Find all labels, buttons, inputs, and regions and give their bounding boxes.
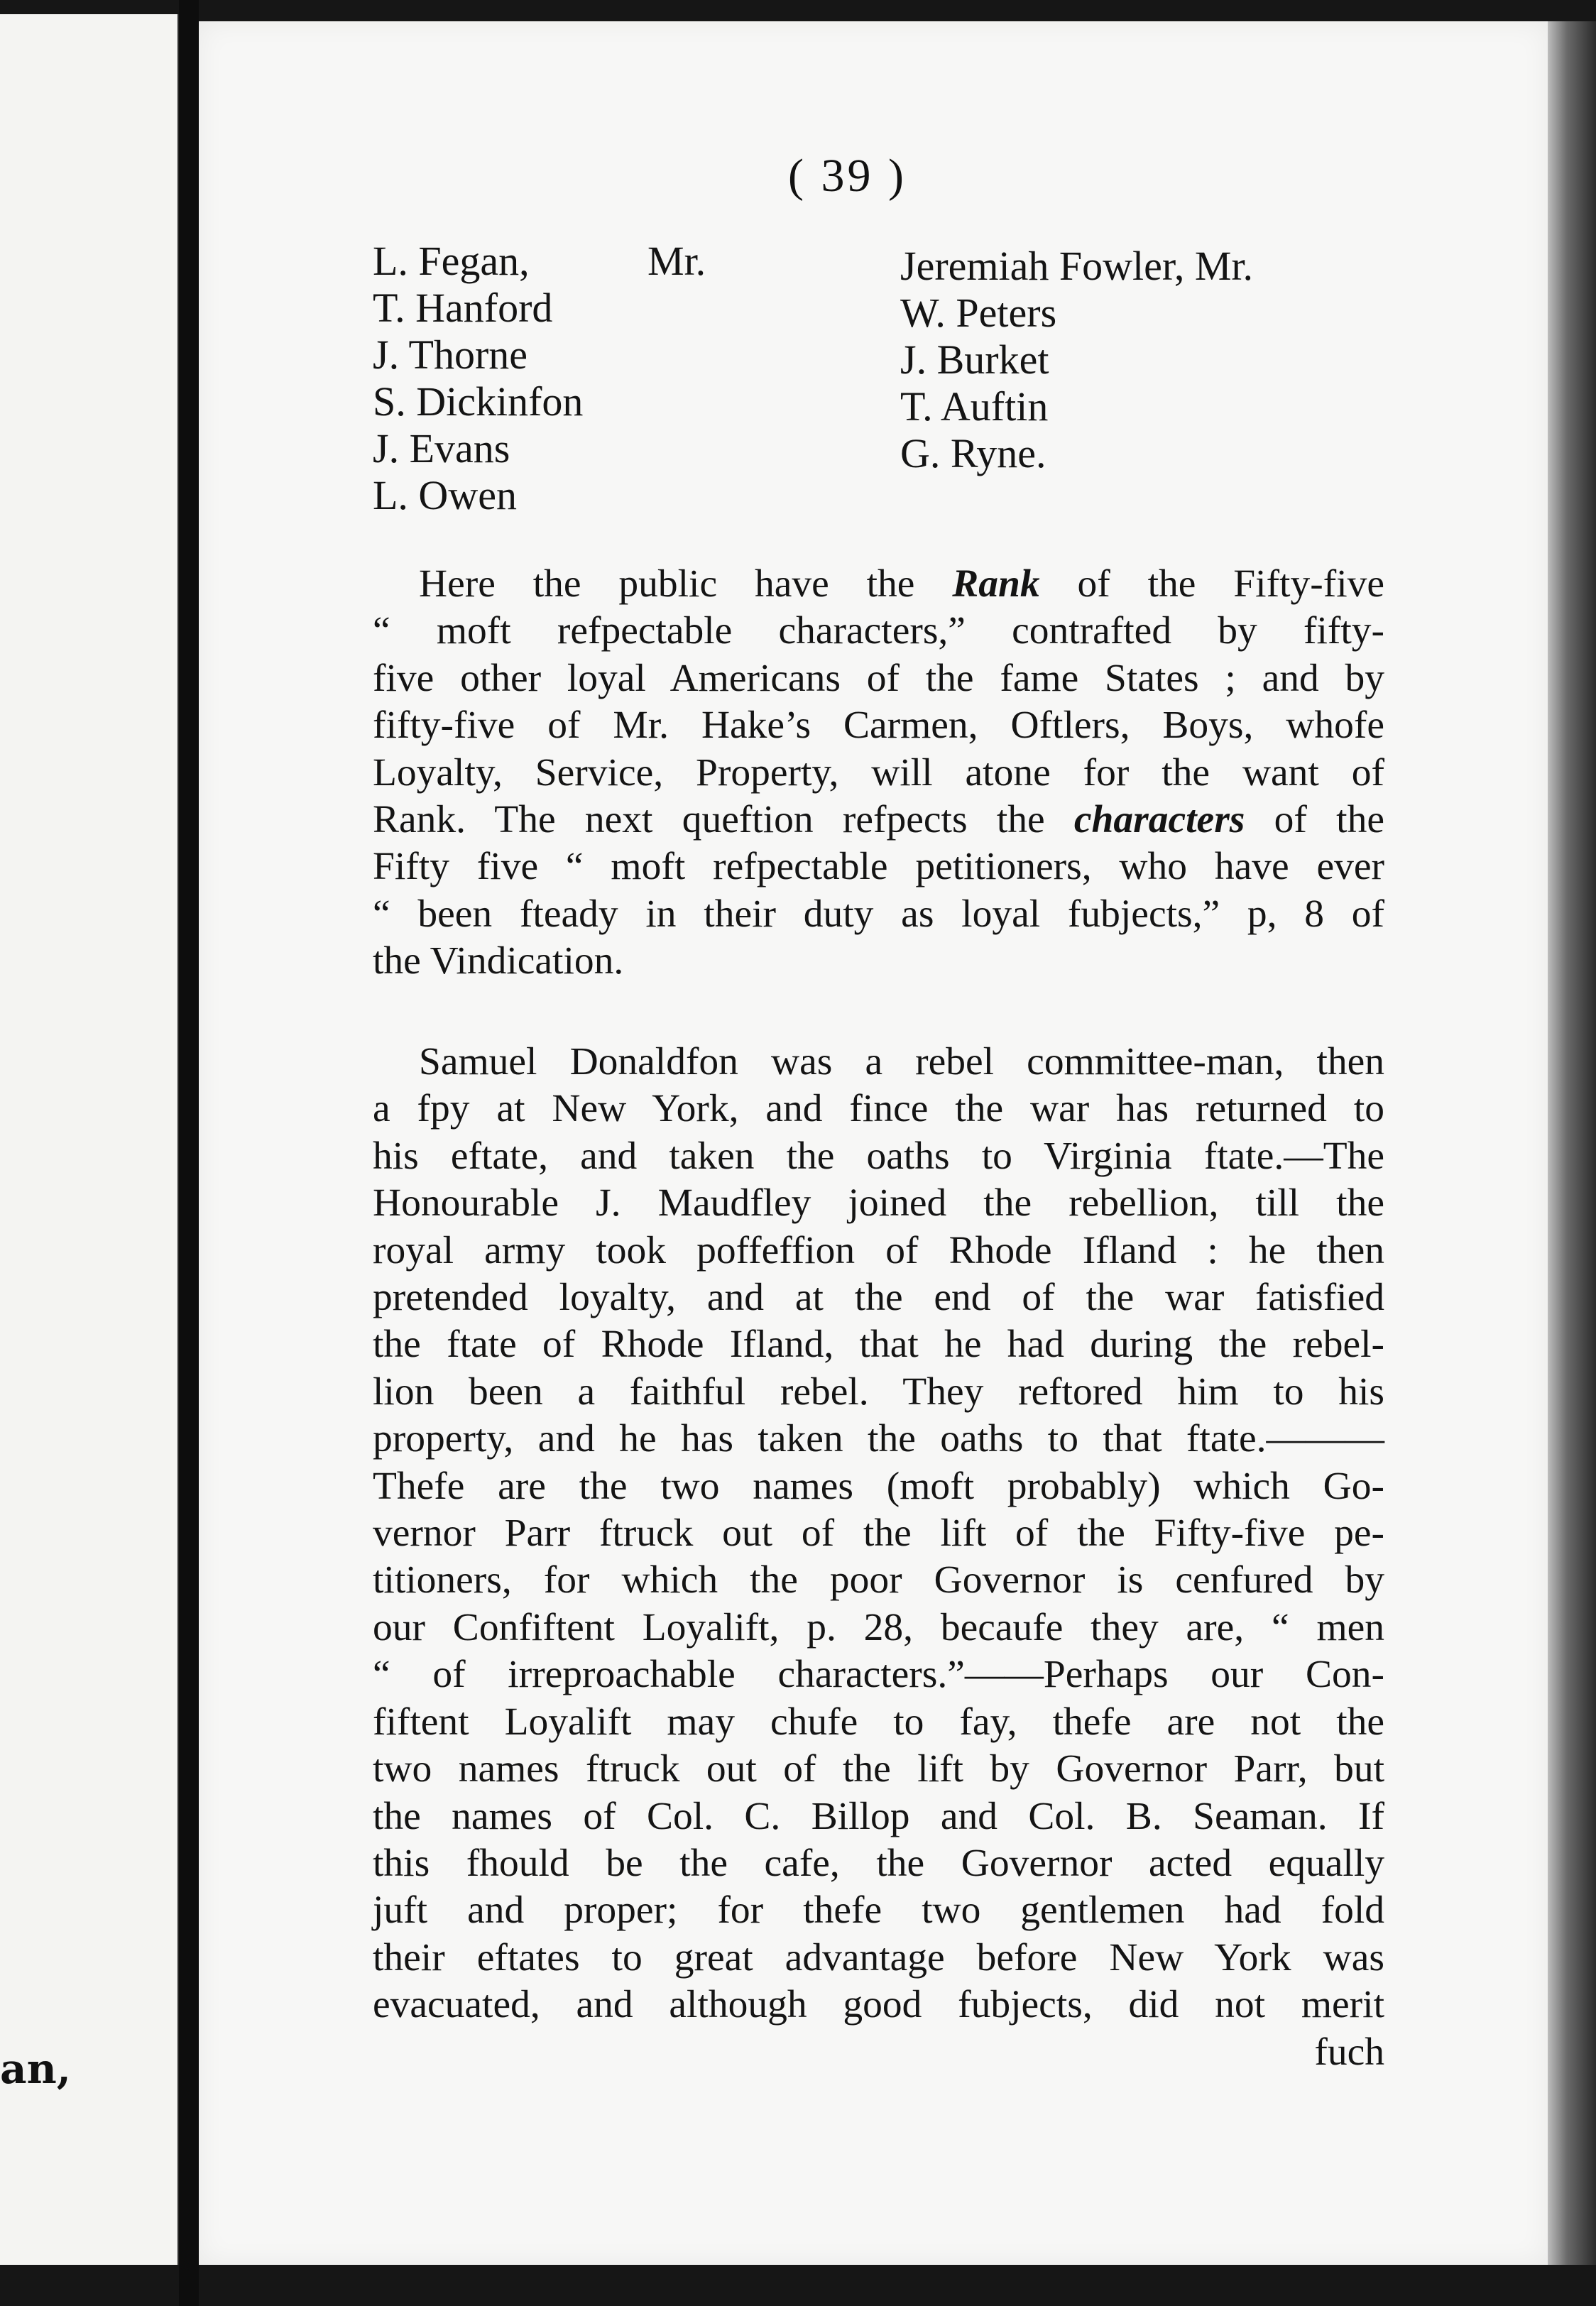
names-left-column bbox=[373, 238, 583, 519]
name-entry: J. Evans bbox=[373, 425, 510, 471]
text-line: Fifty five “ moft refpectable petitioners, who have ever bbox=[373, 845, 1384, 889]
text-line: royal army took poffeffion of Rhode Ifland : he then bbox=[373, 1228, 1384, 1272]
text-line: juft and proper; for thefe two gentlemen had fold bbox=[373, 1889, 1384, 1933]
text-line: the names of Col. C. Billop and Col. B. Seaman. If bbox=[373, 1794, 1384, 1838]
text-line: Thefe are the two names (moft probably) which Go- bbox=[373, 1464, 1384, 1508]
text-line: his eftate, and taken the oaths to Virginia ftate.—The bbox=[373, 1134, 1384, 1178]
name-entry: S. Dickinfon bbox=[373, 378, 584, 425]
page-edge bbox=[1548, 21, 1596, 2265]
text-run: Here the public have the bbox=[419, 562, 953, 606]
text-line bbox=[373, 561, 1384, 608]
name-entry: T. Auftin bbox=[900, 383, 1049, 430]
text-line bbox=[373, 797, 1384, 843]
name-entry: W. Peters bbox=[900, 290, 1057, 336]
text-line: Samuel Donaldfon was a rebel committee-man, then bbox=[419, 1040, 1384, 1083]
book-gutter bbox=[179, 0, 199, 2306]
text-line: Loyalty, Service, Property, will atone for the want of bbox=[373, 750, 1384, 794]
italic-run: characters bbox=[1073, 798, 1245, 842]
name-entry: L. Owen bbox=[373, 472, 517, 518]
text-line: “ been fteady in their duty as loyal fubjects,” p, 8 of bbox=[373, 892, 1384, 936]
name-entry: G. Ryne. bbox=[900, 430, 1046, 476]
name-entry: Jeremiah Fowler, Mr. bbox=[900, 243, 1254, 289]
name-entry: T. Hanford bbox=[373, 285, 553, 331]
text-line: a fpy at New York, and fince the war has returned to bbox=[373, 1087, 1384, 1131]
text-line: the ftate of Rhode Ifland, that he had during the rebel- bbox=[373, 1323, 1384, 1367]
names-left-suffix: Mr. bbox=[647, 238, 706, 284]
name-entry: J. Thorne bbox=[373, 332, 528, 378]
text-line: pretended loyalty, and at the end of the war fatisfied bbox=[373, 1276, 1384, 1320]
catchword: fuch bbox=[1314, 2030, 1384, 2074]
text-line: fifty-five of Mr. Hake’s Carmen, Oftlers, Boys, whofe bbox=[373, 704, 1384, 748]
text-run: of the Fifty-five bbox=[1039, 562, 1384, 606]
text-line: “ moft refpectable characters,” contrafted by fifty- bbox=[373, 609, 1384, 653]
text-line: their eftates to great advantage before New York was bbox=[373, 1935, 1384, 1979]
text-line: our Confiftent Loyalift, p. 28, becaufe they are, “ men bbox=[373, 1605, 1384, 1649]
facing-page bbox=[0, 14, 182, 2265]
text-run: Rank. The next queftion refpects the bbox=[373, 798, 1074, 842]
paragraph-rank bbox=[373, 561, 1384, 985]
text-line: lion been a faithful rebel. They reftored him to his bbox=[373, 1370, 1384, 1414]
text-line: this fhould be the cafe, the Governor acted equally bbox=[373, 1841, 1384, 1885]
text-line: two names ftruck out of the lift by Governor Parr, but bbox=[373, 1747, 1384, 1791]
text-line: property, and he has taken the oaths to that ftate.——— bbox=[373, 1417, 1384, 1461]
name-entry: L. Fegan, bbox=[373, 238, 530, 284]
text-line: evacuated, and although good fubjects, did not merit bbox=[373, 1983, 1384, 2027]
text-line: titioners, for which the poor Governor is cenfured by bbox=[373, 1558, 1384, 1602]
text-line: “ of irreproachable characters.”——Perhaps our Con- bbox=[373, 1653, 1384, 1697]
text-line: Honourable J. Maudfley joined the rebellion, till the bbox=[373, 1181, 1384, 1225]
text-line: fiftent Loyalift may chufe to fay, thefe are not the bbox=[373, 1700, 1384, 1744]
italic-run: Rank bbox=[952, 562, 1040, 606]
name-entry: J. Burket bbox=[900, 337, 1049, 383]
text-line: the Vindication. bbox=[373, 939, 624, 983]
text-run: of the bbox=[1245, 798, 1384, 842]
text-line: vernor Parr ftruck out of the lift of the Fifty-five pe- bbox=[373, 1512, 1384, 1556]
paragraph-donaldson bbox=[373, 1039, 1384, 2076]
facing-page-fragment: an, bbox=[0, 2045, 71, 2093]
page-number: ( 39 ) bbox=[788, 150, 907, 202]
text-line: five other loyal Americans of the fame States ; and by bbox=[373, 656, 1384, 700]
names-right-column bbox=[900, 243, 1253, 477]
